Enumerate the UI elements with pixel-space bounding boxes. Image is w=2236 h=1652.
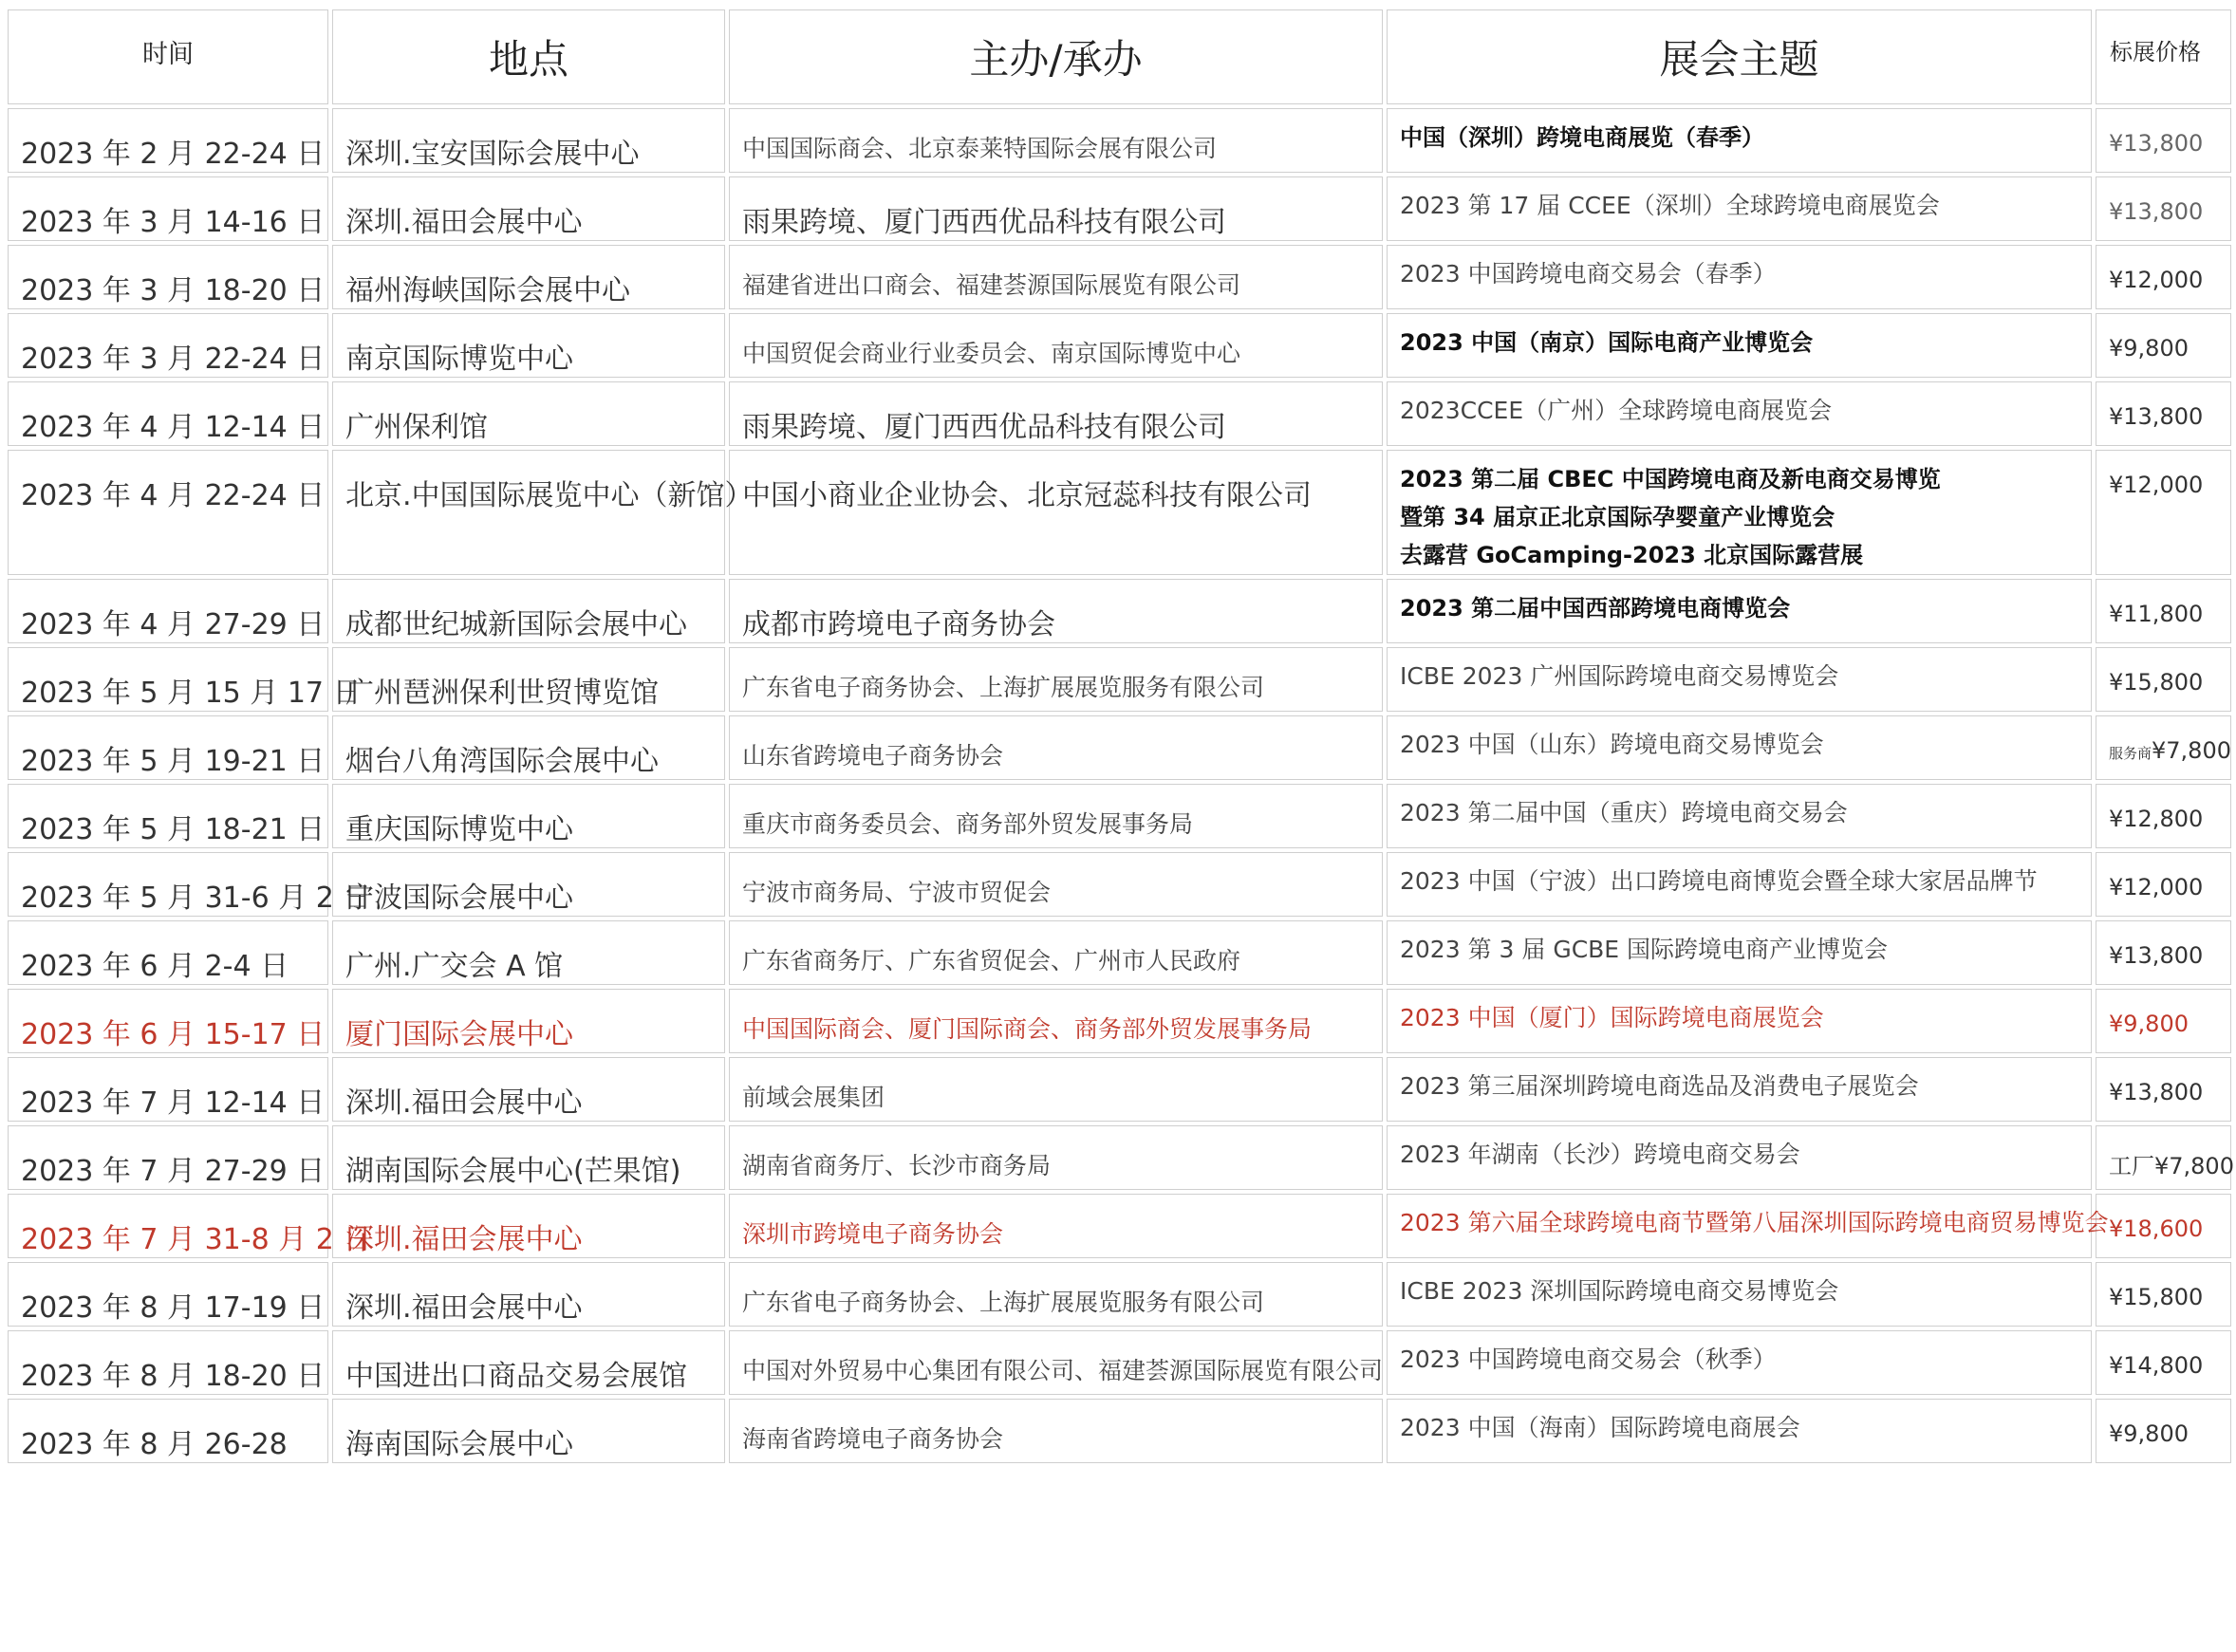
- organizer-cell: 中国小商业企业协会、北京冠蕊科技有限公司: [729, 450, 1383, 575]
- price-cell: [2096, 1194, 2231, 1258]
- theme-line: 2023 第二届中国西部跨境电商博览会: [1400, 595, 1791, 622]
- table-row: [8, 381, 2231, 446]
- organizer-cell: 雨果跨境、厦门西西优品科技有限公司: [729, 176, 1383, 241]
- organizer-cell: 海南省跨境电子商务协会: [729, 1399, 1383, 1463]
- theme-cell: [1387, 1262, 2092, 1327]
- table-row: [8, 715, 2231, 780]
- price-value: ¥13,800: [2109, 942, 2204, 969]
- theme-line: 中国（深圳）跨境电商展览（春季）: [1400, 124, 1764, 151]
- time-cell: 2023 年 5 月 19-21 日: [8, 715, 328, 780]
- organizer-cell: 成都市跨境电子商务协会: [729, 579, 1383, 643]
- price-value: 工厂¥7,800: [2109, 1153, 2234, 1179]
- price-value: ¥13,800: [2109, 198, 2204, 225]
- location-cell: 北京.中国国际展览中心（新馆）: [332, 450, 725, 575]
- theme-line: 2023 中国（宁波）出口跨境电商博览会暨全球大家居品牌节: [1400, 867, 2038, 895]
- price-cell: [2096, 313, 2231, 378]
- theme-line: 2023 第 3 届 GCBE 国际跨境电商产业博览会: [1400, 936, 1889, 963]
- price-cell: [2096, 852, 2231, 917]
- organizer-cell: 宁波市商务局、宁波市贸促会: [729, 852, 1383, 917]
- theme-cell: [1387, 920, 2092, 985]
- price-value: ¥13,800: [2109, 1079, 2204, 1105]
- price-value: ¥15,800: [2109, 1284, 2204, 1310]
- location-cell: 中国进出口商品交易会展馆: [332, 1330, 725, 1395]
- location-cell: 厦门国际会展中心: [332, 989, 725, 1053]
- time-cell: 2023 年 6 月 15-17 日: [8, 989, 328, 1053]
- theme-line: 去露营 GoCamping-2023 北京国际露营展: [1400, 542, 1864, 568]
- time-cell: 2023 年 5 月 15 月 17 日: [8, 647, 328, 712]
- price-value: ¥11,800: [2109, 601, 2204, 627]
- time-cell: 2023 年 4 月 22-24 日: [8, 450, 328, 575]
- theme-line: 2023 第六届全球跨境电商节暨第八届深圳国际跨境电商贸易博览会: [1400, 1209, 2109, 1236]
- table-row: [8, 245, 2231, 309]
- price-cell: [2096, 1330, 2231, 1395]
- table-row: [8, 1330, 2231, 1395]
- table-row: [8, 920, 2231, 985]
- theme-cell: [1387, 579, 2092, 643]
- theme-line: 2023 年湖南（长沙）跨境电商交易会: [1400, 1141, 1800, 1168]
- location-cell: 重庆国际博览中心: [332, 784, 725, 848]
- theme-line: 2023 第 17 届 CCEE（深圳）全球跨境电商展览会: [1400, 192, 1940, 219]
- location-cell: 深圳.福田会展中心: [332, 1262, 725, 1327]
- organizer-cell: 前域会展集团: [729, 1057, 1383, 1122]
- time-cell: 2023 年 7 月 27-29 日: [8, 1125, 328, 1190]
- price-value: ¥18,600: [2109, 1216, 2204, 1242]
- location-cell: 深圳.福田会展中心: [332, 176, 725, 241]
- organizer-cell: 中国国际商会、厦门国际商会、商务部外贸发展事务局: [729, 989, 1383, 1053]
- theme-line: ICBE 2023 深圳国际跨境电商交易博览会: [1400, 1277, 1839, 1305]
- price-cell: [2096, 1399, 2231, 1463]
- time-cell: 2023 年 4 月 12-14 日: [8, 381, 328, 446]
- location-cell: 广州.广交会 A 馆: [332, 920, 725, 985]
- location-cell: 广州琶洲保利世贸博览馆: [332, 647, 725, 712]
- price-value: ¥12,000: [2109, 874, 2204, 900]
- price-value: ¥13,800: [2109, 403, 2204, 430]
- theme-line: 2023 中国跨境电商交易会（春季）: [1400, 260, 1777, 288]
- price-value: ¥15,800: [2109, 669, 2204, 696]
- theme-cell: [1387, 715, 2092, 780]
- location-cell: 宁波国际会展中心: [332, 852, 725, 917]
- time-cell: 2023 年 3 月 18-20 日: [8, 245, 328, 309]
- header-time: 时间: [8, 9, 328, 104]
- theme-cell: [1387, 647, 2092, 712]
- organizer-cell: 广东省电子商务协会、上海扩展展览服务有限公司: [729, 1262, 1383, 1327]
- price-cell: [2096, 450, 2231, 575]
- time-cell: 2023 年 3 月 14-16 日: [8, 176, 328, 241]
- theme-line: 2023 第二届中国（重庆）跨境电商交易会: [1400, 799, 1848, 826]
- theme-cell: [1387, 1057, 2092, 1122]
- theme-cell: [1387, 852, 2092, 917]
- location-cell: 烟台八角湾国际会展中心: [332, 715, 725, 780]
- location-cell: 深圳.福田会展中心: [332, 1194, 725, 1258]
- organizer-cell: 广东省商务厅、广东省贸促会、广州市人民政府: [729, 920, 1383, 985]
- table-row: [8, 579, 2231, 643]
- price-cell: [2096, 579, 2231, 643]
- table-row: [8, 108, 2231, 173]
- location-cell: 深圳.福田会展中心: [332, 1057, 725, 1122]
- theme-cell: [1387, 784, 2092, 848]
- location-cell: 南京国际博览中心: [332, 313, 725, 378]
- time-cell: 2023 年 5 月 18-21 日: [8, 784, 328, 848]
- price-cell: [2096, 1057, 2231, 1122]
- organizer-cell: 湖南省商务厅、长沙市商务局: [729, 1125, 1383, 1190]
- price-cell: [2096, 920, 2231, 985]
- time-cell: 2023 年 3 月 22-24 日: [8, 313, 328, 378]
- time-cell: 2023 年 2 月 22-24 日: [8, 108, 328, 173]
- price-value: ¥12,000: [2109, 267, 2204, 293]
- organizer-cell: 中国贸促会商业行业委员会、南京国际博览中心: [729, 313, 1383, 378]
- location-cell: 湖南国际会展中心(芒果馆): [332, 1125, 725, 1190]
- price-value: ¥14,800: [2109, 1352, 2204, 1379]
- price-value: ¥13,800: [2109, 130, 2204, 157]
- price-cell: [2096, 647, 2231, 712]
- theme-line: 2023 中国（南京）国际电商产业博览会: [1400, 329, 1814, 356]
- price-cell: [2096, 1262, 2231, 1327]
- price-cell: [2096, 989, 2231, 1053]
- header-theme: 展会主题: [1387, 9, 2092, 104]
- time-cell: 2023 年 5 月 31-6 月 2 日: [8, 852, 328, 917]
- theme-cell: [1387, 1399, 2092, 1463]
- table-row: [8, 1194, 2231, 1258]
- theme-cell: [1387, 108, 2092, 173]
- table-body: [8, 108, 2234, 1463]
- location-cell: 海南国际会展中心: [332, 1399, 725, 1463]
- theme-line: 2023 中国（海南）国际跨境电商展会: [1400, 1414, 1800, 1441]
- header-price: 标展价格: [2096, 9, 2231, 104]
- theme-line: 2023 第二届 CBEC 中国跨境电商及新电商交易博览: [1400, 466, 1941, 492]
- theme-cell: [1387, 989, 2092, 1053]
- theme-cell: [1387, 176, 2092, 241]
- table-row: [8, 313, 2231, 378]
- time-cell: 2023 年 4 月 27-29 日: [8, 579, 328, 643]
- price-cell: [2096, 245, 2231, 309]
- header-location: 地点: [332, 9, 725, 104]
- price-value: ¥12,800: [2109, 806, 2204, 832]
- location-cell: 成都世纪城新国际会展中心: [332, 579, 725, 643]
- header-row: [8, 9, 2231, 104]
- price-cell: [2096, 381, 2231, 446]
- organizer-cell: 重庆市商务委员会、商务部外贸发展事务局: [729, 784, 1383, 848]
- time-cell: 2023 年 8 月 26-28: [8, 1399, 328, 1463]
- table-row: [8, 1399, 2231, 1463]
- theme-cell: [1387, 450, 2092, 575]
- theme-line: ICBE 2023 广州国际跨境电商交易博览会: [1400, 662, 1839, 690]
- table-row: [8, 176, 2231, 241]
- price-value: ¥9,800: [2109, 335, 2189, 362]
- theme-line: 2023 中国（厦门）国际跨境电商展览会: [1400, 1004, 1824, 1031]
- price-value: ¥9,800: [2109, 1420, 2189, 1447]
- organizer-cell: 福建省进出口商会、福建荟源国际展览有限公司: [729, 245, 1383, 309]
- table-row: [8, 852, 2231, 917]
- table-row: [8, 1057, 2231, 1122]
- organizer-cell: 中国国际商会、北京泰莱特国际会展有限公司: [729, 108, 1383, 173]
- theme-line: 2023CCEE（广州）全球跨境电商展览会: [1400, 397, 1833, 424]
- location-cell: 深圳.宝安国际会展中心: [332, 108, 725, 173]
- theme-cell: [1387, 313, 2092, 378]
- price-cell: [2096, 784, 2231, 848]
- organizer-cell: 深圳市跨境电子商务协会: [729, 1194, 1383, 1258]
- header-organizer: 主办/承办: [729, 9, 1383, 104]
- table-row: [8, 1262, 2231, 1327]
- theme-cell: [1387, 1330, 2092, 1395]
- time-cell: 2023 年 8 月 17-19 日: [8, 1262, 328, 1327]
- price-cell: [2096, 715, 2231, 780]
- price-cell: [2096, 1125, 2234, 1190]
- theme-line: 2023 中国跨境电商交易会（秋季）: [1400, 1346, 1777, 1373]
- organizer-cell: 山东省跨境电子商务协会: [729, 715, 1383, 780]
- theme-line: 2023 第三届深圳跨境电商选品及消费电子展览会: [1400, 1072, 1919, 1100]
- time-cell: 2023 年 7 月 31-8 月 2 日: [8, 1194, 328, 1258]
- price-cell: [2096, 176, 2231, 241]
- table-row: [8, 450, 2231, 575]
- table-row: [8, 1125, 2231, 1190]
- location-cell: 广州保利馆: [332, 381, 725, 446]
- time-cell: 2023 年 7 月 12-14 日: [8, 1057, 328, 1122]
- table-row: [8, 647, 2231, 712]
- price-value: ¥9,800: [2109, 1011, 2189, 1037]
- organizer-cell: 广东省电子商务协会、上海扩展展览服务有限公司: [729, 647, 1383, 712]
- organizer-cell: 雨果跨境、厦门西西优品科技有限公司: [729, 381, 1383, 446]
- theme-cell: [1387, 245, 2092, 309]
- table-row: [8, 784, 2231, 848]
- theme-cell: [1387, 381, 2092, 446]
- theme-line: 暨第 34 届京正北京国际孕婴童产业博览会: [1400, 504, 1835, 530]
- price-cell: [2096, 108, 2231, 173]
- time-cell: 2023 年 6 月 2-4 日: [8, 920, 328, 985]
- theme-cell: [1387, 1194, 2109, 1258]
- price-prefix: 服务商: [2109, 745, 2152, 762]
- theme-cell: [1387, 1125, 2092, 1190]
- price-value: ¥12,000: [2109, 472, 2204, 498]
- theme-line: 2023 中国（山东）跨境电商交易博览会: [1400, 731, 1824, 758]
- organizer-cell: 中国对外贸易中心集团有限公司、福建荟源国际展览有限公司: [729, 1330, 1383, 1395]
- expo-schedule-table: [4, 6, 2235, 1467]
- price-value: ¥7,800: [2152, 737, 2231, 764]
- table-row: [8, 989, 2231, 1053]
- time-cell: 2023 年 8 月 18-20 日: [8, 1330, 328, 1395]
- location-cell: 福州海峡国际会展中心: [332, 245, 725, 309]
